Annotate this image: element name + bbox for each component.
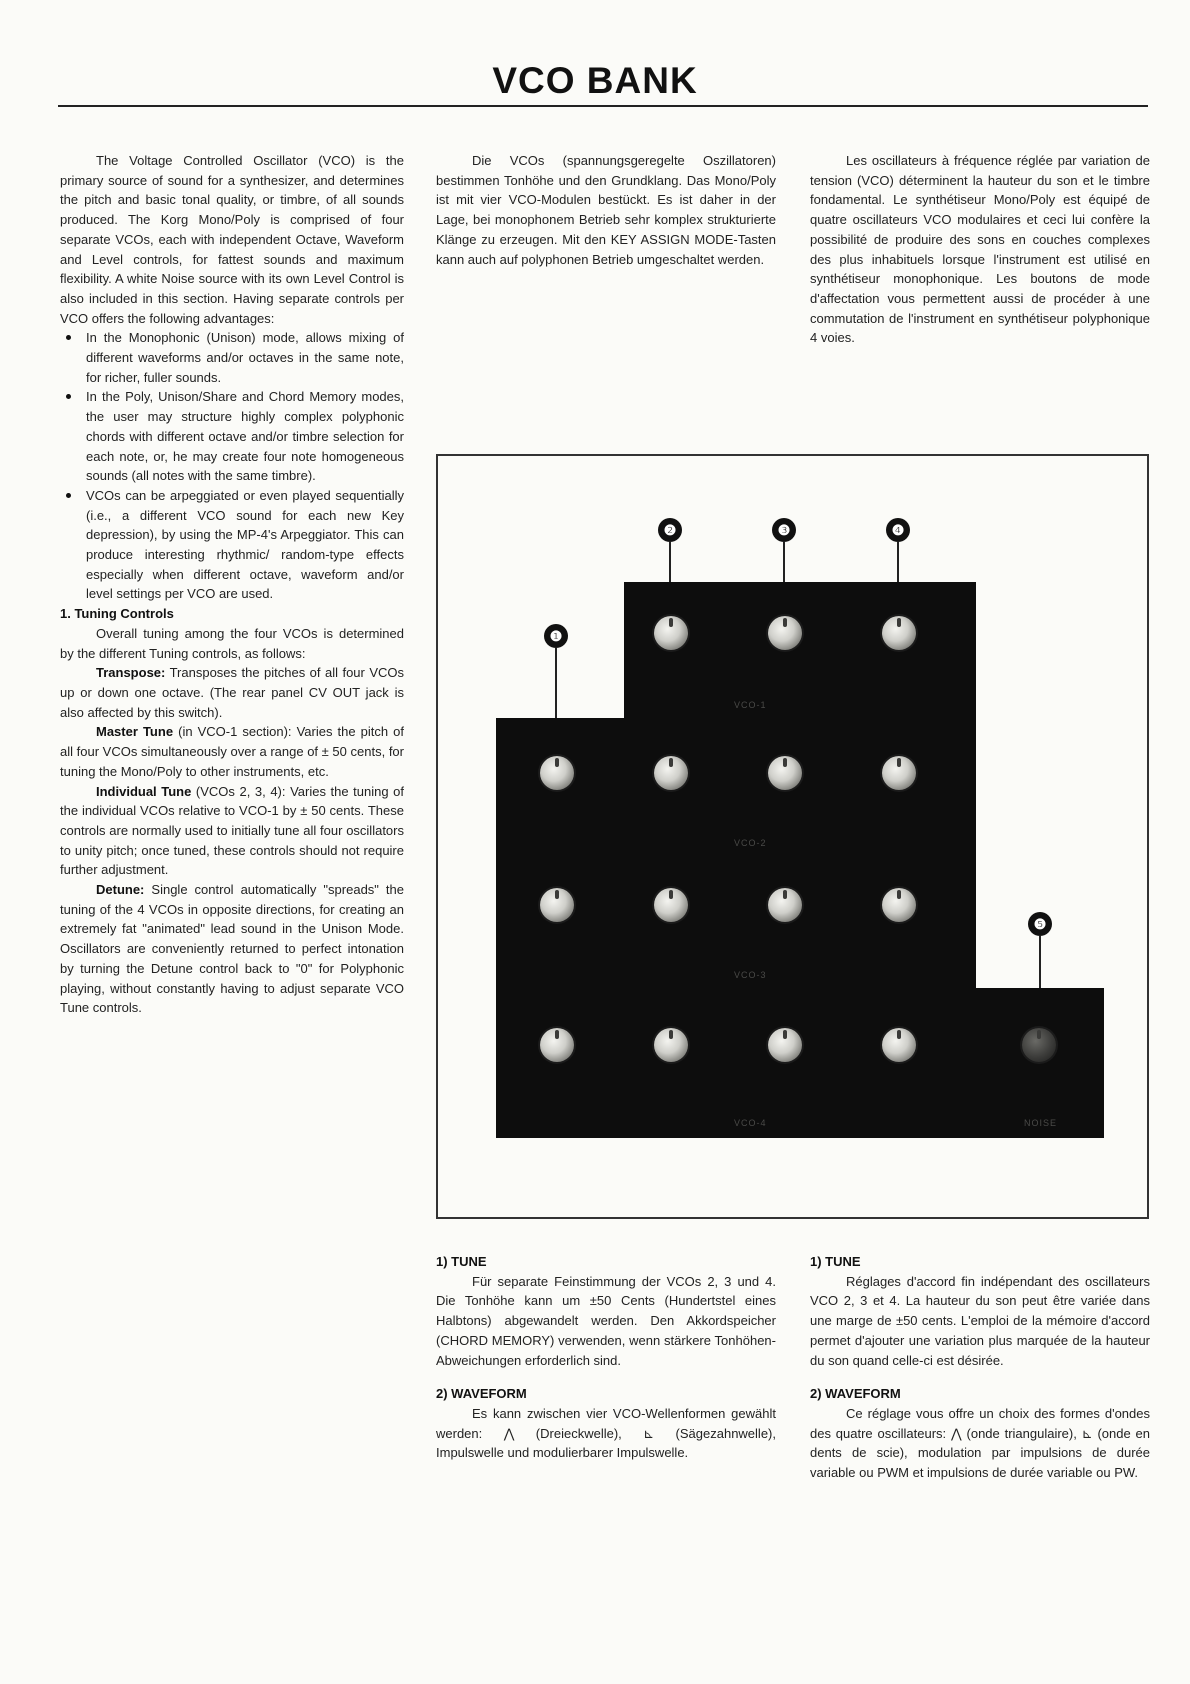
french-waveform-text: Ce réglage vous offre un choix des formes d'ondes des quatre oscillateurs: ⋀ (onde triangulaire), ⊾ (onde en dents de scie), modulation par impulsions de durée variable ou PWM et impulsions de durée variable ou PW. [810, 1405, 1150, 1481]
callout-1: ❶ [544, 624, 568, 648]
spacer [436, 1370, 776, 1384]
vco4-tune-knob[interactable] [540, 1028, 574, 1062]
detune-paragraph [60, 880, 404, 1018]
german-intro: Die VCOs (spannungsgeregelte Oszillatoren) bestimmen Tonhöhe und den Grundklang. Das Mono/Poly ist mit vier VCO-Modulen bestückt. Es ist daher in der Lage, bei monophonem Betrieb sehr komplex strukturierte Klänge zu erzeugen. Mit den KEY ASSIGN MODE-Tasten kann auch auf polyphonen Betrieb umgeschaltet werden. [436, 153, 776, 267]
vco4-waveform-knob[interactable] [768, 1028, 802, 1062]
panel-noise-block [974, 988, 1104, 1138]
vco-4-label: VCO-4 [734, 1118, 767, 1128]
vco1-level-knob[interactable] [882, 616, 916, 650]
panel-top-block [624, 582, 976, 720]
vco4-octave-knob[interactable] [654, 1028, 688, 1062]
vco2-waveform-knob[interactable] [768, 756, 802, 790]
vco3-waveform-knob[interactable] [768, 888, 802, 922]
german-lower-column [436, 1252, 776, 1463]
vco3-level-knob[interactable] [882, 888, 916, 922]
noise-level-knob[interactable] [1022, 1028, 1056, 1062]
english-column [60, 151, 404, 1018]
german-waveform-heading: 2) WAVEFORM [436, 1386, 527, 1402]
vco-panel-figure [436, 454, 1149, 1219]
german-tune-text: Für separate Feinstimmung der VCOs 2, 3 und 4. Die Tonhöhe kann um ±50 Cents (Hundertstel eines Halbtons) abgewandelt werden. Den Akkordspeicher (CHORD MEMORY) verwenden, wenn stärkere Tonhöhen-Abweichungen erforderlich sind. [436, 1273, 776, 1368]
english-bullet-list [60, 328, 404, 604]
vco1-octave-knob[interactable] [654, 616, 688, 650]
transpose-text: Transposes the pitches of all four VCOs up or down one octave. (The rear panel CV OUT jack is also affected by this switch). [60, 665, 404, 720]
noise-label: NOISE [1024, 1118, 1058, 1128]
vco2-octave-knob[interactable] [654, 756, 688, 790]
callout-4: ❹ [886, 518, 910, 542]
tuning-intro: Overall tuning among the four VCOs is determined by the different Tuning controls, as follows: [60, 625, 404, 661]
leader-line-3 [783, 542, 785, 582]
callout-3: ❸ [772, 518, 796, 542]
callout-2: ❷ [658, 518, 682, 542]
vco2-tune-knob[interactable] [540, 756, 574, 790]
french-intro: Les oscillateurs à fréquence réglée par variation de tension (VCO) déterminent la hauteur du son et le timbre fondamental. Le synthétiseur Mono/Poly est équipé de quatre oscillateurs VCO modulaires et ceci lui confère la possibilité de produire des sons en couches complexes des plus inhabituels lorsque l'instrument est utilisé en synthétiseur monophonique. Les boutons de mode d'affectation vous permettent aussi de procéder à une commutation de l'instrument en synthétiseur polyphonique 4 voies. [810, 153, 1150, 346]
transpose-paragraph [60, 663, 404, 722]
french-tune-heading: 1) TUNE [810, 1254, 861, 1269]
vco4-level-knob[interactable] [882, 1028, 916, 1062]
tuning-controls-heading: 1. Tuning Controls [60, 606, 174, 622]
french-tune-text: Réglages d'accord fin indépendant des oscillateurs VCO 2, 3 et 4. La hauteur du son peut être variée dans une marge de ±50 cents. L'emploi de la mémoire d'accord permet d'ajouter une variation plus marquée de la hauteur du son quand celle-ci est désirée. [810, 1273, 1150, 1368]
bullet-item: VCOs can be arpeggiated or even played sequentially (i.e., a different VCO sound for each new Key depression), by using the MP-4's Arpeggiator. This can produce interesting rhythmic/ random-type effects especially when different octave, waveform and/or level settings per VCO are used. [60, 486, 404, 604]
individual-tune-text: (VCOs 2, 3, 4): Varies the tuning of the individual VCOs relative to VCO-1 by ± 50 cents. These controls are normally used to initially tune all four oscillators to unity pitch; once tuned, these controls should not require further adjustment. [60, 783, 404, 878]
french-waveform-heading: 2) WAVEFORM [810, 1386, 901, 1402]
bullet-item: In the Monophonic (Unison) mode, allows mixing of different waveforms and/or octaves in the same note, for richer, fuller sounds. [60, 328, 404, 387]
german-tune-heading: 1) TUNE [436, 1254, 487, 1269]
english-intro: The Voltage Controlled Oscillator (VCO) is the primary source of sound for a synthesizer, and determines the pitch and basic tonal quality, or timbre, of all sounds produced. The Korg Mono/Poly is comprised of four separate VCOs, each with independent Octave, Waveform and Level controls, for fattest sounds and maximum flexibility. A white Noise source with its own Level Control is also included in this section. Having separate controls per VCO offers the following advantages: [60, 153, 404, 326]
vco-3-label: VCO-3 [734, 970, 767, 980]
title-rule [58, 105, 1148, 107]
transpose-term: Transpose: [96, 665, 166, 681]
master-tune-paragraph [60, 722, 404, 781]
leader-line-1 [555, 648, 557, 718]
detune-text: Single control automatically "spreads" the tuning of the 4 VCOs in opposite directions, for creating an extremely fat "animated" lead sound in the Unison Mode. Oscillators are conveniently returned to perfect intonation by turning the Detune control back to "0" for Polyphonic playing, without constantly having to adjust separate VCO Tune controls. [60, 882, 404, 1016]
page-title: VCO BANK [492, 60, 698, 101]
leader-line-4 [897, 542, 899, 582]
spacer [810, 1370, 1150, 1384]
vco1-waveform-knob[interactable] [768, 616, 802, 650]
vco3-tune-knob[interactable] [540, 888, 574, 922]
french-column [810, 151, 1150, 348]
individual-tune-paragraph [60, 782, 404, 881]
german-waveform-text: Es kann zwischen vier VCO-Wellenformen gewählt werden: ⋀ (Dreieckwelle), ⊾ (Sägezahnwelle), Impulswelle und modulierbarer Impulswelle. [436, 1405, 776, 1461]
vco3-octave-knob[interactable] [654, 888, 688, 922]
french-lower-column [810, 1252, 1150, 1483]
vco-2-label: VCO-2 [734, 838, 767, 848]
bullet-item: In the Poly, Unison/Share and Chord Memory modes, the user may structure highly complex polyphonic chords with different octave and/or timbre selection for each note, or, he may create four note homogeneous sounds (all notes with the same timbre). [60, 387, 404, 486]
leader-line-2 [669, 542, 671, 582]
callout-5: ❺ [1028, 912, 1052, 936]
leader-line-5 [1039, 936, 1041, 988]
vco-1-label: VCO-1 [734, 700, 767, 710]
master-tune-text: (in VCO-1 section): Varies the pitch of all four VCOs simultaneously over a range of ± 50 cents, for tuning the Mono/Poly to other instruments, etc. [60, 724, 404, 779]
master-tune-term: Master Tune [96, 724, 174, 740]
detune-term: Detune: [96, 882, 145, 898]
vco2-level-knob[interactable] [882, 756, 916, 790]
german-column [436, 151, 776, 269]
individual-tune-term: Individual Tune [96, 783, 192, 799]
